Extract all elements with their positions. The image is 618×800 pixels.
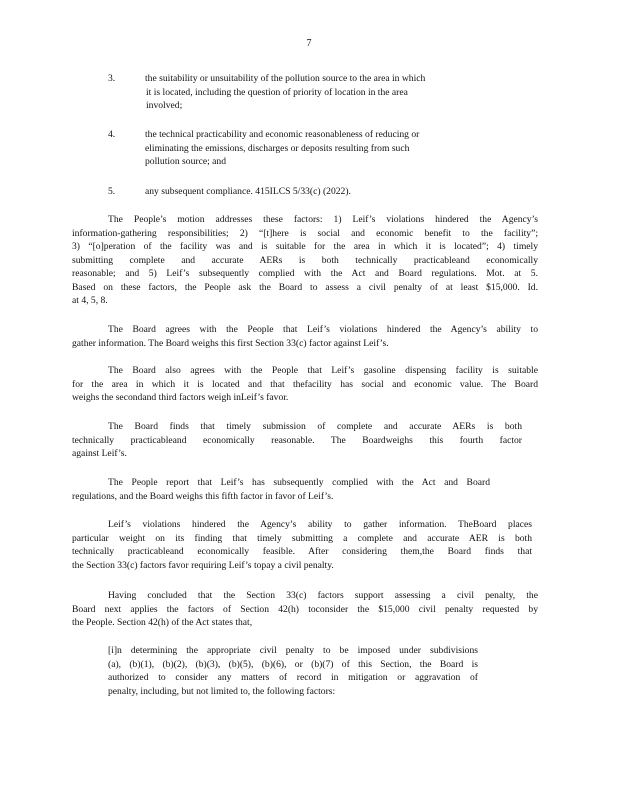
list-line: pollution source; and	[145, 156, 226, 167]
paragraph-line: particular weight on its finding that timely submitting a complete and accurate AER is both	[72, 532, 532, 544]
paragraph-33c-conclusion	[72, 518, 532, 572]
paragraph-line: regulations, and the Board weighs this fifth factor in favor of Leif’s.	[72, 490, 334, 502]
paragraph-line: for the area in which it is located and that thefacility has social and economic value. The Board	[72, 378, 538, 390]
paragraph-line: the Section 33(c) factors favor requiring Leif’s topay a civil penalty.	[72, 559, 334, 571]
quote-line: (a), (b)(1), (b)(2), (b)(3), (b)(5), (b)(6), or (b)(7) of this Section, the Board is	[108, 658, 478, 670]
list-item-5	[108, 185, 498, 199]
paragraph-second-third-factors	[72, 364, 538, 405]
list-line: eliminating the emissions, discharges or deposits resulting from such	[145, 142, 410, 154]
quote-line: penalty, including, but not limited to, the following factors:	[108, 685, 336, 697]
paragraph-line: gather information. The Board weighs this first Section 33(c) factor against Leif’s.	[72, 337, 389, 349]
paragraph-42h-intro	[72, 589, 538, 630]
list-line: the technical practicability and economic reasonableness of reducing or	[145, 129, 420, 140]
paragraph-line: at 4, 5, 8.	[72, 295, 108, 306]
paragraph-line: The Board finds that timely submission of complete and accurate AERs is both	[108, 421, 522, 432]
paragraph-fifth-factor	[72, 476, 490, 503]
paragraph-line: Board next applies the factors of Section 42(h) toconsider the $15,000 civil penalty requested by	[72, 603, 538, 615]
list-number: 3.	[108, 73, 116, 84]
paragraph-line: the People. Section 42(h) of the Act states that,	[72, 617, 253, 628]
paragraph-line: information-gathering responsibilities; 2) “[t]here is social and economic benefit to the facility”;	[72, 227, 538, 239]
paragraph-line: Having concluded that the Section 33(c) factors support assessing a civil penalty, the	[108, 590, 538, 601]
list-line: any subsequent compliance. 415ILCS 5/33(c) (2022).	[145, 186, 351, 197]
paragraph-line: Leif’s violations hindered the Agency’s ability to gather information. TheBoard places	[108, 519, 532, 530]
paragraph-line: submitting complete and accurate AERs is both technically practicableand economically	[72, 254, 538, 266]
page-number: 7	[306, 38, 312, 49]
list-line: the suitability or unsuitability of the pollution source to the area in which	[145, 73, 426, 84]
paragraph-line: weighs the secondand third factors weigh inLeif’s favor.	[72, 392, 289, 403]
paragraph-line: The Board agrees with the People that Leif’s violations hindered the Agency’s ability to	[108, 324, 538, 335]
statutory-block-quote	[108, 644, 478, 698]
list-line: involved;	[146, 100, 183, 111]
quote-line: [i]n determining the appropriate civil penalty to be imposed under subdivisions	[108, 645, 478, 656]
list-number: 5.	[108, 186, 116, 197]
quote-line: authorized to consider any matters of record in mitigation or aggravation of	[108, 672, 478, 683]
list-item-3	[108, 72, 498, 113]
paragraph-line: against Leif’s.	[72, 448, 127, 459]
list-item-4	[108, 128, 498, 169]
list-line: it is located, including the question of priority of location in the area	[146, 86, 408, 98]
paragraph-line: Based on these factors, the People ask the Board to assess a civil penalty of at least $15,000. Id.	[72, 281, 538, 293]
paragraph-line: The Board also agrees with the People that Leif’s gasoline dispensing facility is suitable	[108, 365, 538, 376]
paragraph-line: technically practicableand economically feasible. After considering them,the Board finds that	[72, 546, 532, 557]
paragraph-first-factor	[72, 323, 538, 350]
paragraph-line: The People report that Leif’s has subsequently complied with the Act and Board	[108, 477, 490, 488]
paragraph-motion-factors	[72, 213, 538, 308]
paragraph-line: The People’s motion addresses these factors: 1) Leif’s violations hindered the Agency’s	[108, 214, 538, 225]
paragraph-line: technically practicableand economically reasonable. The Boardweighs this fourth factor	[72, 434, 522, 446]
paragraph-line: 3) “[o]peration of the facility was and is suitable for the area in which it is located”; 4) timely	[72, 241, 538, 252]
list-number: 4.	[108, 129, 116, 140]
paragraph-fourth-factor	[72, 420, 522, 461]
paragraph-line: reasonable; and 5) Leif’s subsequently complied with the Act and Board regulations. Mot. at 5.	[72, 268, 538, 279]
